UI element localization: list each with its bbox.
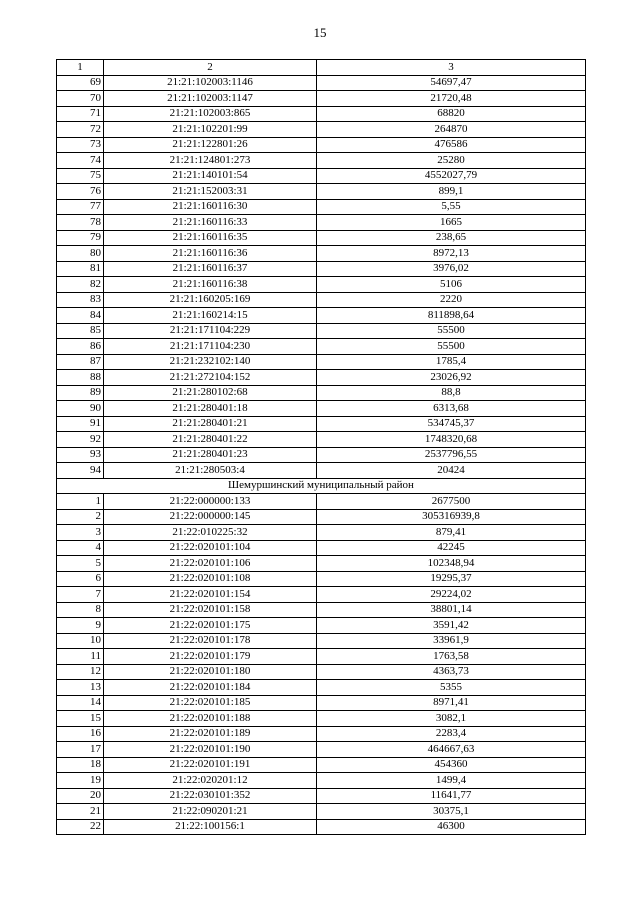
row-value: 1499,4 — [317, 773, 586, 789]
row-value: 21720,48 — [317, 91, 586, 107]
table-row — [57, 370, 586, 386]
table-row — [57, 773, 586, 789]
row-value: 5,55 — [317, 199, 586, 215]
table-row — [57, 633, 586, 649]
row-value: 46300 — [317, 819, 586, 835]
cadastral-number: 21:21:124801:273 — [104, 153, 317, 169]
row-number: 80 — [57, 246, 104, 262]
row-number: 1 — [57, 494, 104, 510]
table-row — [57, 602, 586, 618]
row-number: 10 — [57, 633, 104, 649]
table-body — [57, 60, 586, 835]
row-value: 88,8 — [317, 385, 586, 401]
table-row — [57, 308, 586, 324]
row-value: 899,1 — [317, 184, 586, 200]
cadastral-number: 21:22:010225:32 — [104, 525, 317, 541]
cadastral-number: 21:21:272104:152 — [104, 370, 317, 386]
row-value: 5355 — [317, 680, 586, 696]
row-number: 94 — [57, 463, 104, 479]
cadastral-number: 21:22:020101:106 — [104, 556, 317, 572]
table-row — [57, 230, 586, 246]
row-number: 19 — [57, 773, 104, 789]
cadastral-number: 21:21:102201:99 — [104, 122, 317, 138]
cadastral-number: 21:22:000000:145 — [104, 509, 317, 525]
table-row — [57, 804, 586, 820]
row-number: 92 — [57, 432, 104, 448]
row-value: 2677500 — [317, 494, 586, 510]
row-number: 14 — [57, 695, 104, 711]
cadastral-number: 21:21:102003:1146 — [104, 75, 317, 91]
row-value: 1665 — [317, 215, 586, 231]
cadastral-number: 21:22:100156:1 — [104, 819, 317, 835]
row-number: 5 — [57, 556, 104, 572]
cadastral-number: 21:21:280401:21 — [104, 416, 317, 432]
row-value: 8972,13 — [317, 246, 586, 262]
cadastral-number: 21:22:020101:189 — [104, 726, 317, 742]
table-row — [57, 277, 586, 293]
table-row — [57, 556, 586, 572]
cadastral-number: 21:22:020101:175 — [104, 618, 317, 634]
row-number: 2 — [57, 509, 104, 525]
row-number: 90 — [57, 401, 104, 417]
row-number: 75 — [57, 168, 104, 184]
row-value: 4363,73 — [317, 664, 586, 680]
table-row — [57, 463, 586, 479]
row-number: 15 — [57, 711, 104, 727]
row-value: 1763,58 — [317, 649, 586, 665]
table-row — [57, 664, 586, 680]
row-value: 42245 — [317, 540, 586, 556]
row-number: 8 — [57, 602, 104, 618]
table-row — [57, 215, 586, 231]
row-value: 879,41 — [317, 525, 586, 541]
row-number: 79 — [57, 230, 104, 246]
table-row — [57, 168, 586, 184]
row-value: 55500 — [317, 323, 586, 339]
row-number: 3 — [57, 525, 104, 541]
row-number: 71 — [57, 106, 104, 122]
table-row — [57, 788, 586, 804]
table-row — [57, 494, 586, 510]
row-number: 87 — [57, 354, 104, 370]
table-row — [57, 447, 586, 463]
row-number: 13 — [57, 680, 104, 696]
cadastral-number: 21:21:102003:1147 — [104, 91, 317, 107]
row-number: 11 — [57, 649, 104, 665]
cadastral-number: 21:21:160116:37 — [104, 261, 317, 277]
table-row — [57, 618, 586, 634]
table-row — [57, 106, 586, 122]
table-row — [57, 695, 586, 711]
table-row — [57, 525, 586, 541]
table-row — [57, 726, 586, 742]
row-value: 476586 — [317, 137, 586, 153]
row-value: 25280 — [317, 153, 586, 169]
table-row — [57, 587, 586, 603]
cadastral-number: 21:22:020101:154 — [104, 587, 317, 603]
row-value: 38801,14 — [317, 602, 586, 618]
cadastral-number: 21:22:020101:191 — [104, 757, 317, 773]
row-value: 1748320,68 — [317, 432, 586, 448]
table-row — [57, 261, 586, 277]
row-number: 70 — [57, 91, 104, 107]
page-number: 15 — [313, 25, 327, 40]
cadastral-number: 21:21:171104:229 — [104, 323, 317, 339]
cadastral-number: 21:21:160205:169 — [104, 292, 317, 308]
row-number: 74 — [57, 153, 104, 169]
table-row — [57, 742, 586, 758]
row-value: 2537796,55 — [317, 447, 586, 463]
row-value: 5106 — [317, 277, 586, 293]
row-number: 93 — [57, 447, 104, 463]
table-row — [57, 757, 586, 773]
section-row — [57, 478, 586, 494]
cadastral-number: 21:22:090201:21 — [104, 804, 317, 820]
cadastral-number: 21:22:020101:184 — [104, 680, 317, 696]
cadastral-number: 21:22:020201:12 — [104, 773, 317, 789]
cadastral-number: 21:21:160214:15 — [104, 308, 317, 324]
row-number: 78 — [57, 215, 104, 231]
table-row — [57, 571, 586, 587]
row-value: 3976,02 — [317, 261, 586, 277]
cadastral-number: 21:21:280102:68 — [104, 385, 317, 401]
row-number: 12 — [57, 664, 104, 680]
cadastral-number: 21:22:000000:133 — [104, 494, 317, 510]
row-value: 20424 — [317, 463, 586, 479]
header-col-2: 2 — [104, 60, 317, 76]
table-row — [57, 91, 586, 107]
row-number: 18 — [57, 757, 104, 773]
row-value: 11641,77 — [317, 788, 586, 804]
table-row — [57, 680, 586, 696]
row-number: 69 — [57, 75, 104, 91]
cadastral-number: 21:21:160116:35 — [104, 230, 317, 246]
row-number: 16 — [57, 726, 104, 742]
row-number: 73 — [57, 137, 104, 153]
row-number: 72 — [57, 122, 104, 138]
cadastral-number: 21:21:280503:4 — [104, 463, 317, 479]
table-row — [57, 75, 586, 91]
header-row — [57, 60, 586, 76]
header-col-1: 1 — [57, 60, 104, 76]
row-number: 17 — [57, 742, 104, 758]
cadastral-number: 21:21:280401:23 — [104, 447, 317, 463]
row-value: 23026,92 — [317, 370, 586, 386]
cadastral-number: 21:21:122801:26 — [104, 137, 317, 153]
cadastral-number: 21:21:160116:36 — [104, 246, 317, 262]
row-value: 464667,63 — [317, 742, 586, 758]
row-value: 534745,37 — [317, 416, 586, 432]
row-number: 4 — [57, 540, 104, 556]
table-row — [57, 711, 586, 727]
table-row — [57, 184, 586, 200]
table-row — [57, 401, 586, 417]
row-number: 88 — [57, 370, 104, 386]
row-number: 22 — [57, 819, 104, 835]
row-number: 20 — [57, 788, 104, 804]
row-number: 85 — [57, 323, 104, 339]
row-value: 102348,94 — [317, 556, 586, 572]
row-number: 91 — [57, 416, 104, 432]
cadastral-number: 21:21:102003:865 — [104, 106, 317, 122]
table-row — [57, 292, 586, 308]
cadastral-number: 21:22:020101:190 — [104, 742, 317, 758]
table-row — [57, 540, 586, 556]
table-row — [57, 416, 586, 432]
row-number: 83 — [57, 292, 104, 308]
cadastral-number: 21:22:020101:185 — [104, 695, 317, 711]
cadastral-number: 21:22:020101:180 — [104, 664, 317, 680]
header-col-3: 3 — [317, 60, 586, 76]
cadastral-number: 21:22:020101:108 — [104, 571, 317, 587]
row-value: 29224,02 — [317, 587, 586, 603]
row-value: 3591,42 — [317, 618, 586, 634]
row-value: 54697,47 — [317, 75, 586, 91]
row-value: 1785,4 — [317, 354, 586, 370]
cadastral-number: 21:21:280401:18 — [104, 401, 317, 417]
row-value: 33961,9 — [317, 633, 586, 649]
row-number: 76 — [57, 184, 104, 200]
row-value: 19295,37 — [317, 571, 586, 587]
cadastral-number: 21:21:160116:38 — [104, 277, 317, 293]
row-value: 2283,4 — [317, 726, 586, 742]
cadastral-number: 21:21:232102:140 — [104, 354, 317, 370]
row-value: 454360 — [317, 757, 586, 773]
table-row — [57, 137, 586, 153]
row-value: 3082,1 — [317, 711, 586, 727]
row-number: 6 — [57, 571, 104, 587]
row-value: 30375,1 — [317, 804, 586, 820]
table-row — [57, 339, 586, 355]
cadastral-number: 21:22:020101:158 — [104, 602, 317, 618]
cadastral-number: 21:21:160116:33 — [104, 215, 317, 231]
row-value: 2220 — [317, 292, 586, 308]
table-row — [57, 153, 586, 169]
row-value: 305316939,8 — [317, 509, 586, 525]
row-number: 7 — [57, 587, 104, 603]
section-title: Шемуршинский муниципальный район — [57, 478, 586, 494]
cadastral-number: 21:22:020101:179 — [104, 649, 317, 665]
cadastral-number: 21:22:020101:178 — [104, 633, 317, 649]
cadastral-number: 21:22:020101:188 — [104, 711, 317, 727]
row-value: 6313,68 — [317, 401, 586, 417]
row-value: 55500 — [317, 339, 586, 355]
table-row — [57, 354, 586, 370]
row-number: 84 — [57, 308, 104, 324]
row-number: 21 — [57, 804, 104, 820]
row-value: 4552027,79 — [317, 168, 586, 184]
table-row — [57, 199, 586, 215]
row-value: 238,65 — [317, 230, 586, 246]
table-row — [57, 122, 586, 138]
row-value: 811898,64 — [317, 308, 586, 324]
cadastral-number: 21:21:160116:30 — [104, 199, 317, 215]
row-number: 82 — [57, 277, 104, 293]
cadastral-number: 21:21:140101:54 — [104, 168, 317, 184]
table-row — [57, 509, 586, 525]
cadastral-number: 21:22:030101:352 — [104, 788, 317, 804]
row-number: 9 — [57, 618, 104, 634]
cadastral-number: 21:21:152003:31 — [104, 184, 317, 200]
row-number: 81 — [57, 261, 104, 277]
table-row — [57, 432, 586, 448]
row-number: 77 — [57, 199, 104, 215]
row-value: 8971,41 — [317, 695, 586, 711]
cadastral-number: 21:21:280401:22 — [104, 432, 317, 448]
cadastral-number: 21:21:171104:230 — [104, 339, 317, 355]
table-row — [57, 246, 586, 262]
table-row — [57, 649, 586, 665]
table-row — [57, 385, 586, 401]
row-number: 86 — [57, 339, 104, 355]
data-table — [56, 59, 586, 835]
row-number: 89 — [57, 385, 104, 401]
cadastral-number: 21:22:020101:104 — [104, 540, 317, 556]
table-row — [57, 323, 586, 339]
table-row — [57, 819, 586, 835]
row-value: 68820 — [317, 106, 586, 122]
row-value: 264870 — [317, 122, 586, 138]
